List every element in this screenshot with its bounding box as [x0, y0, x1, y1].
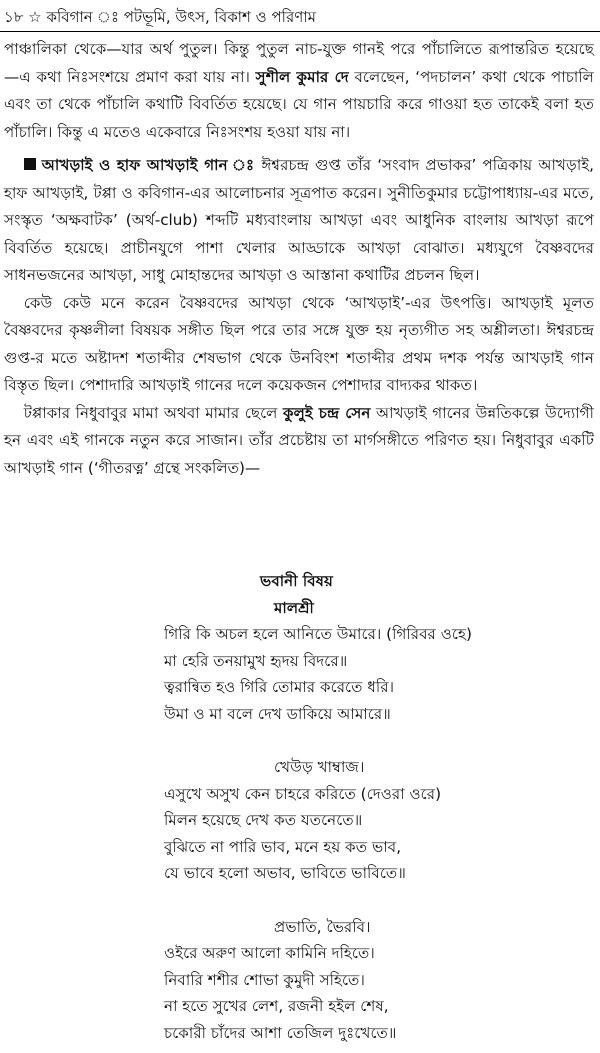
running-title: কবিগান ঃ পটভূমি, উৎস, বিকাশ ও পরিণাম [46, 8, 316, 26]
header-rule [0, 31, 600, 32]
paragraph-panchali: পাঞ্চালিকা থেকে—যার অর্থ পুতুল। কিন্তু পুতুল নাচ-যুক্ত গানই পরে পাঁচালিতে রূপান্তরিত হয়েছে —এ কথা নিঃসংশয়ে প্রমাণ করা যায় না। সুশীল কুমার দে বলেছেন, ‘পদচালন’ কথা থেকে পাচালি এবং তা থেকে পাঁচালি কথাটি বিবর্তিত হয়েছে। যে গান পায়চারি করে গাওয়া হত তাকেই বলা হত পাঁচালি। কিন্তু এ মতেও একেবারে নিঃসংশয় হওয়া যায় না। [4, 40, 594, 141]
page-number: ১৮ [4, 8, 24, 26]
main-text [4, 36, 594, 482]
song-line: উমা ও মা বলে দেখ ডাকিয়ে আমারে॥ [164, 704, 391, 723]
song-raga: মালশ্রী [274, 598, 314, 617]
section-akhrai: আখড়াই ও হাফ আখড়াই গান ঃ ঈশ্বরচন্দ্র গুপ্ত তাঁর ‘সংবাদ প্রভাকর’ পত্রিকায় আখড়াই, হাফ আখড়াই, টপ্পা ও কবিগান-এর আলোচনার সূত্রপাত করেন। সুনীতিকুমার চট্টোপাধ্যায়-এর মতে, সংস্কৃত ‘অক্ষবাটক’ (অর্থ-club) শব্দটি মধ্যবাংলায় আখড়া এবং আধুনিক বাংলায় আখড়া রূপে বিবর্তিত হয়েছে। প্রাচীনযুগে পাশা খেলার আড্ডাকে আখড়া বোঝাত। মধ্যযুগে বৈষ্ণবদের সাধনভজনের আখড়া, সাধু মোহান্তদের আখড়া ও আস্তানা কথাটির প্রচলন ছিল। [4, 156, 594, 284]
stanza-heading: প্রভাতি, ভৈরবি। [274, 917, 371, 936]
song-line: না হতে সুখের লেশ, রজনী হইল শেষ, [164, 997, 389, 1015]
song-line: গিরি কি অচল হলে আনিতে উমারে। (গিরিবর ওহে) [164, 625, 472, 643]
song-block [164, 568, 584, 1046]
song-line: নিবারি শশীর শোভা কুমুদী সহিতে। [164, 970, 365, 989]
song-line: ত্বরান্বিত হও গিরি তোমার করেতে ধরি। [164, 678, 395, 696]
running-header [4, 6, 594, 28]
paragraph-origin: কেউ কেউ মনে করেন বৈষ্ণবদের আখড়া থেকে ‘আখড়াই’-এর উৎপত্তি। আখড়াই মূলত বৈষ্ণবদের কৃষ্ণলীলা বিষয়ক সঙ্গীত ছিল পরে তার সঙ্গে যুক্ত হয় নৃত্যগীত সহ অশ্লীলতা। ঈশ্বরচন্দ্র গুপ্ত-র মতে অষ্টাদশ শতাব্দীর শেষভাগ থেকে উনবিংশ শতাব্দীর প্রথম দশক পর্যন্ত আখড়াই গান বিস্তৃত ছিল। পেশাদারি আখড়াই গানের দলে কয়েকজন পেশাদার বাদ্যকর থাকত। [4, 293, 594, 394]
song-line: ওইরে অরুণ আলো কামিনি দহিতে। [164, 944, 375, 962]
song-title: ভবানী বিষয় [260, 572, 333, 590]
song-line: বুঝিতে না পারি ভাব, মনে হয় কত ভাব, [164, 837, 402, 856]
stanza-heading: খেউড় খাম্বাজ। [274, 758, 365, 776]
paragraph-kului: টপ্পাকার নিধুবাবুর মামা অথবা মামার ছেলে কুলুই চন্দ্র সেন আখড়াই গানের উন্নতিকল্পে উদ্যোগী হন এবং এই গানকে নতুন করে সাজান। তাঁর প্রচেষ্টায় তা মার্গসঙ্গীতে পরিণত হয়। নিধুবাবুর একটি আখড়াই গান (‘গীতরত্ন’ গ্রন্থে সংকলিত)— [4, 403, 594, 477]
song-line: চকোরী চাঁদের আশা তেজিল দুঃখেতে॥ [164, 1023, 397, 1042]
star-icon: ☆ [28, 8, 42, 26]
song-line: মা হেরি তনয়ামুখ হৃদয় বিদরে॥ [164, 651, 348, 670]
song-line: যে ভাবে হলো অভাব, ভাবিতে ভাবিতে॥ [164, 864, 406, 882]
song-line: এসুখে অসুখ কেন চাহরে করিতে (দেওরা ওরে) [164, 784, 442, 803]
section-heading: আখড়াই ও হাফ আখড়াই গান ঃ [41, 156, 256, 174]
song-line: মিলন হয়েছে দেখ কত যতনেতে॥ [164, 811, 363, 829]
section-bullet-icon [24, 158, 36, 170]
